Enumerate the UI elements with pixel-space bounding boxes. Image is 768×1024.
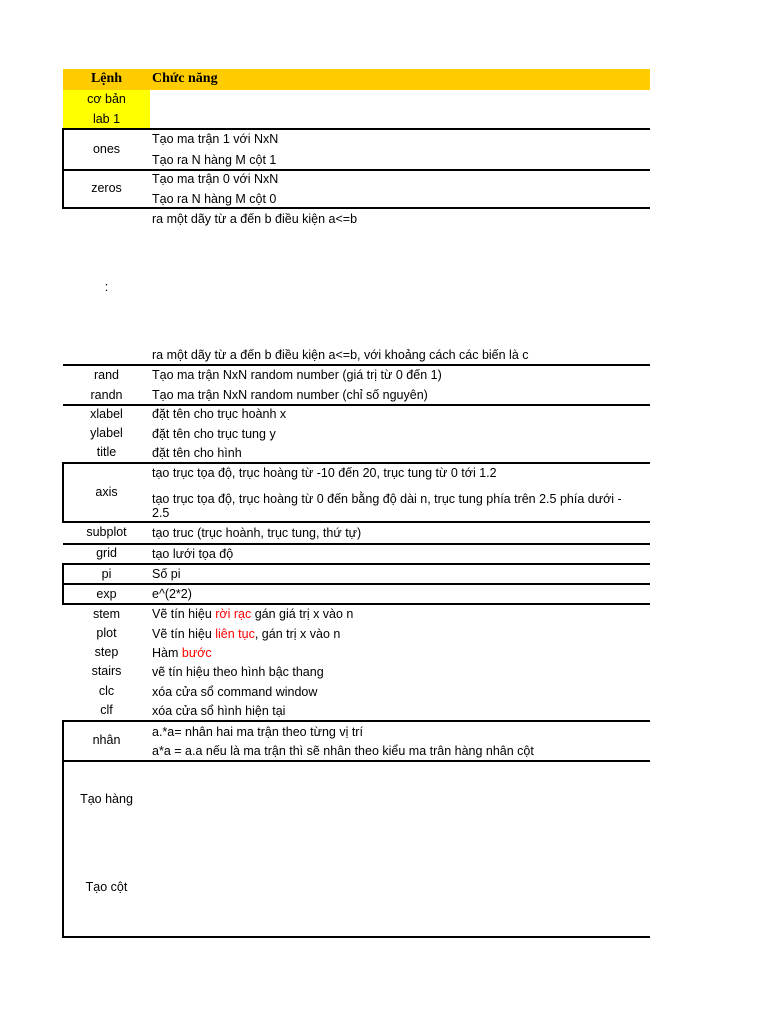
desc-rand: Tạo ma trận NxN random number (giá trị từ 0 đến 1) [152,368,442,382]
cmd-ones: ones [92,142,121,156]
cmd-stairs: stairs [91,664,122,678]
desc-colon-1: ra một dãy từ a đến b điều kiện a<=b [152,212,358,226]
rule [63,936,650,938]
rule [63,521,650,523]
header-function: Chức năng [152,71,218,86]
cmd-step: step [94,645,119,659]
cmd-pi: pi [101,567,112,581]
desc-randn: Tạo ma trận NxN random number (chỉ số nguyên) [152,388,428,402]
desc-clf: xóa cửa sổ hình hiện tại [152,704,286,718]
rule [63,603,650,605]
cmd-ylabel: ylabel [90,426,123,440]
cmd-xlabel: xlabel [90,407,123,421]
desc-stem [152,606,353,622]
intro-line1: cơ bản [87,92,126,106]
desc-nhan-1: a.*a= nhân hai ma trận theo từng vị trí [152,725,363,739]
cmd-randn: randn [90,388,123,402]
rule [63,583,650,585]
desc-colon-2: ra một dãy từ a đến b điều kiện a<=b, với khoảng cách các biến là c [152,348,529,362]
desc-stem-pre: Vẽ tín hiệu [152,607,216,621]
desc-plot-highlight: liên tục [215,627,255,641]
cmd-rand: rand [93,368,120,382]
cmd-plot: plot [96,626,117,640]
intro-line2: lab 1 [92,112,121,126]
cmd-title: title [96,445,117,459]
cmd-taocot: Tạo cột [85,880,128,894]
desc-step-pre: Hàm [152,646,182,660]
desc-step-highlight: bước [181,646,212,660]
desc-plot-pre: Vẽ tín hiệu [152,627,216,641]
desc-axis-3: 2.5 [152,506,170,520]
desc-ones-2: Tạo ra N hàng M cột 1 [152,153,277,167]
desc-title: đặt tên cho hình [152,446,242,460]
rule [63,720,650,722]
cmd-colon: : [104,280,109,294]
cmd-stem: stem [92,607,121,621]
desc-exp: e^(2*2) [152,587,192,601]
desc-stem-highlight: rời rạc [215,607,252,621]
desc-clc: xóa cửa sổ command window [152,685,318,699]
cmd-taohang: Tạo hàng [80,792,133,806]
desc-plot [152,626,340,642]
desc-ones-1: Tạo ma trận 1 với NxN [152,132,279,146]
desc-stairs: vẽ tín hiệu theo hình bậc thang [152,665,324,679]
desc-pi: Số pi [152,567,181,581]
border-left [62,720,64,938]
rule [63,760,650,762]
desc-zeros-1: Tạo ma trận 0 với NxN [152,172,279,186]
cmd-clf: clf [100,703,113,717]
rule [63,563,650,565]
cmd-clc: clc [98,684,115,698]
rule [63,364,650,366]
desc-axis-1: tạo trục tọa độ, trục hoàng từ -10 đến 20, trục tung từ 0 tới 1.2 [152,466,497,480]
header-command: Lệnh [90,71,123,86]
cmd-axis: axis [95,485,118,499]
desc-nhan-2: a*a = a.a nếu là ma trận thì sẽ nhân theo kiểu ma trân hàng nhân cột [152,744,534,758]
rule [63,543,650,545]
rule [63,128,650,130]
desc-ylabel: đặt tên cho trục tung y [152,427,276,441]
cmd-nhan: nhân [92,733,121,747]
cmd-zeros: zeros [91,181,122,195]
desc-axis-2: tạo trục tọa độ, trục hoàng từ 0 đến bằng độ dài n, trục tung phía trên 2.5 phía dưới - [152,492,622,506]
desc-stem-post: gán giá trị x vào n [251,607,354,621]
desc-xlabel: đặt tên cho trục hoành x [152,407,287,421]
rule [63,462,650,464]
desc-grid: tạo lưới tọa độ [152,547,234,561]
desc-step [152,645,212,661]
desc-plot-post: , gán trị x vào n [254,627,341,641]
cmd-exp: exp [96,587,117,601]
cmd-subplot: subplot [86,525,127,539]
desc-zeros-2: Tạo ra N hàng M cột 0 [152,192,277,206]
rule [63,207,650,209]
cmd-grid: grid [96,546,117,560]
desc-subplot: tạo truc (trục hoành, trục tung, thứ tự) [152,526,362,540]
